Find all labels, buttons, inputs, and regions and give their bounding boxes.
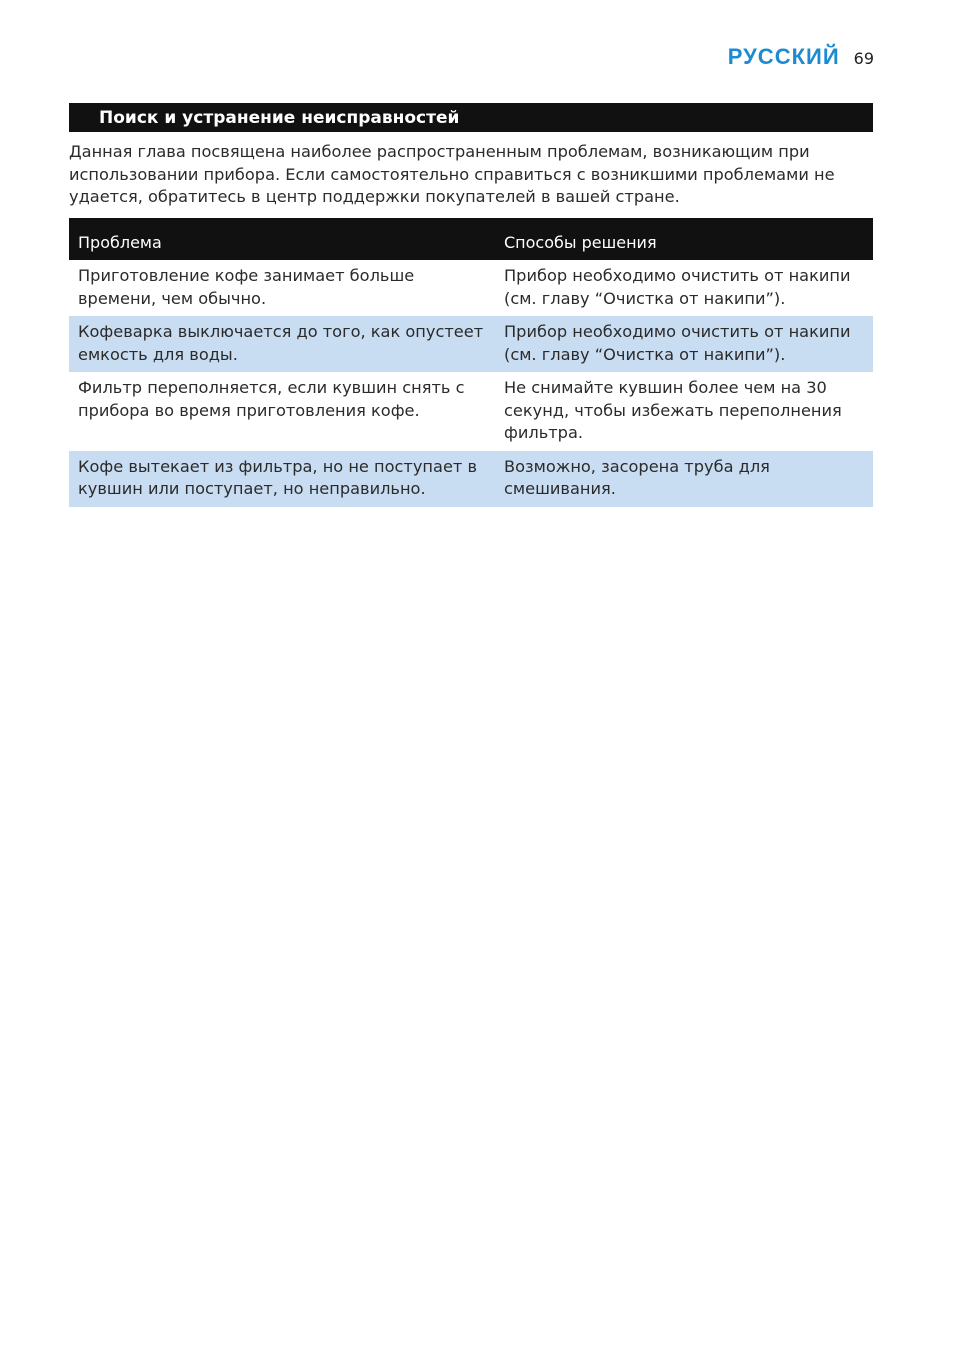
solution-cell: Не снимайте кувшин более чем на 30 секунд, чтобы избежать переполнения фильтра. bbox=[504, 378, 842, 442]
solution-cell: Прибор необходимо очистить от накипи (см. главу “Очистка от накипи”). bbox=[495, 316, 873, 372]
table-row bbox=[69, 372, 873, 451]
problem-cell: Приготовление кофе занимает больше времени, чем обычно. bbox=[78, 266, 415, 308]
troubleshooting-table bbox=[69, 218, 873, 507]
column-header-problem: Проблема bbox=[69, 218, 495, 260]
solution-cell: Прибор необходимо очистить от накипи (см. главу “Очистка от накипи”). bbox=[504, 266, 851, 308]
problem-cell: Кофе вытекает из фильтра, но не поступает в кувшин или поступает, но неправильно. bbox=[69, 451, 495, 507]
table-row bbox=[69, 316, 873, 372]
page-number: 69 bbox=[853, 49, 874, 68]
table-row bbox=[69, 451, 873, 507]
table-header-row bbox=[69, 218, 873, 260]
language-label: РУССКИЙ bbox=[727, 44, 840, 69]
section-title: Поиск и устранение неисправностей bbox=[99, 108, 460, 128]
page-header bbox=[728, 44, 874, 70]
table-row bbox=[69, 260, 873, 316]
problem-cell: Кофеварка выключается до того, как опустеет емкость для воды. bbox=[69, 316, 495, 372]
intro-paragraph: Данная глава посвящена наиболее распространенным проблемам, возникающим при использовании прибора. Если самостоятельно справиться с возникшими проблемами не удается, обратитесь в центр поддержки покупателей в вашей стране. bbox=[69, 142, 835, 206]
column-header-solution: Способы решения bbox=[495, 218, 873, 260]
section-title-bar bbox=[69, 103, 873, 132]
problem-cell: Фильтр переполняется, если кувшин снять с прибора во время приготовления кофе. bbox=[78, 378, 465, 420]
solution-cell: Возможно, засорена труба для смешивания. bbox=[495, 451, 873, 507]
